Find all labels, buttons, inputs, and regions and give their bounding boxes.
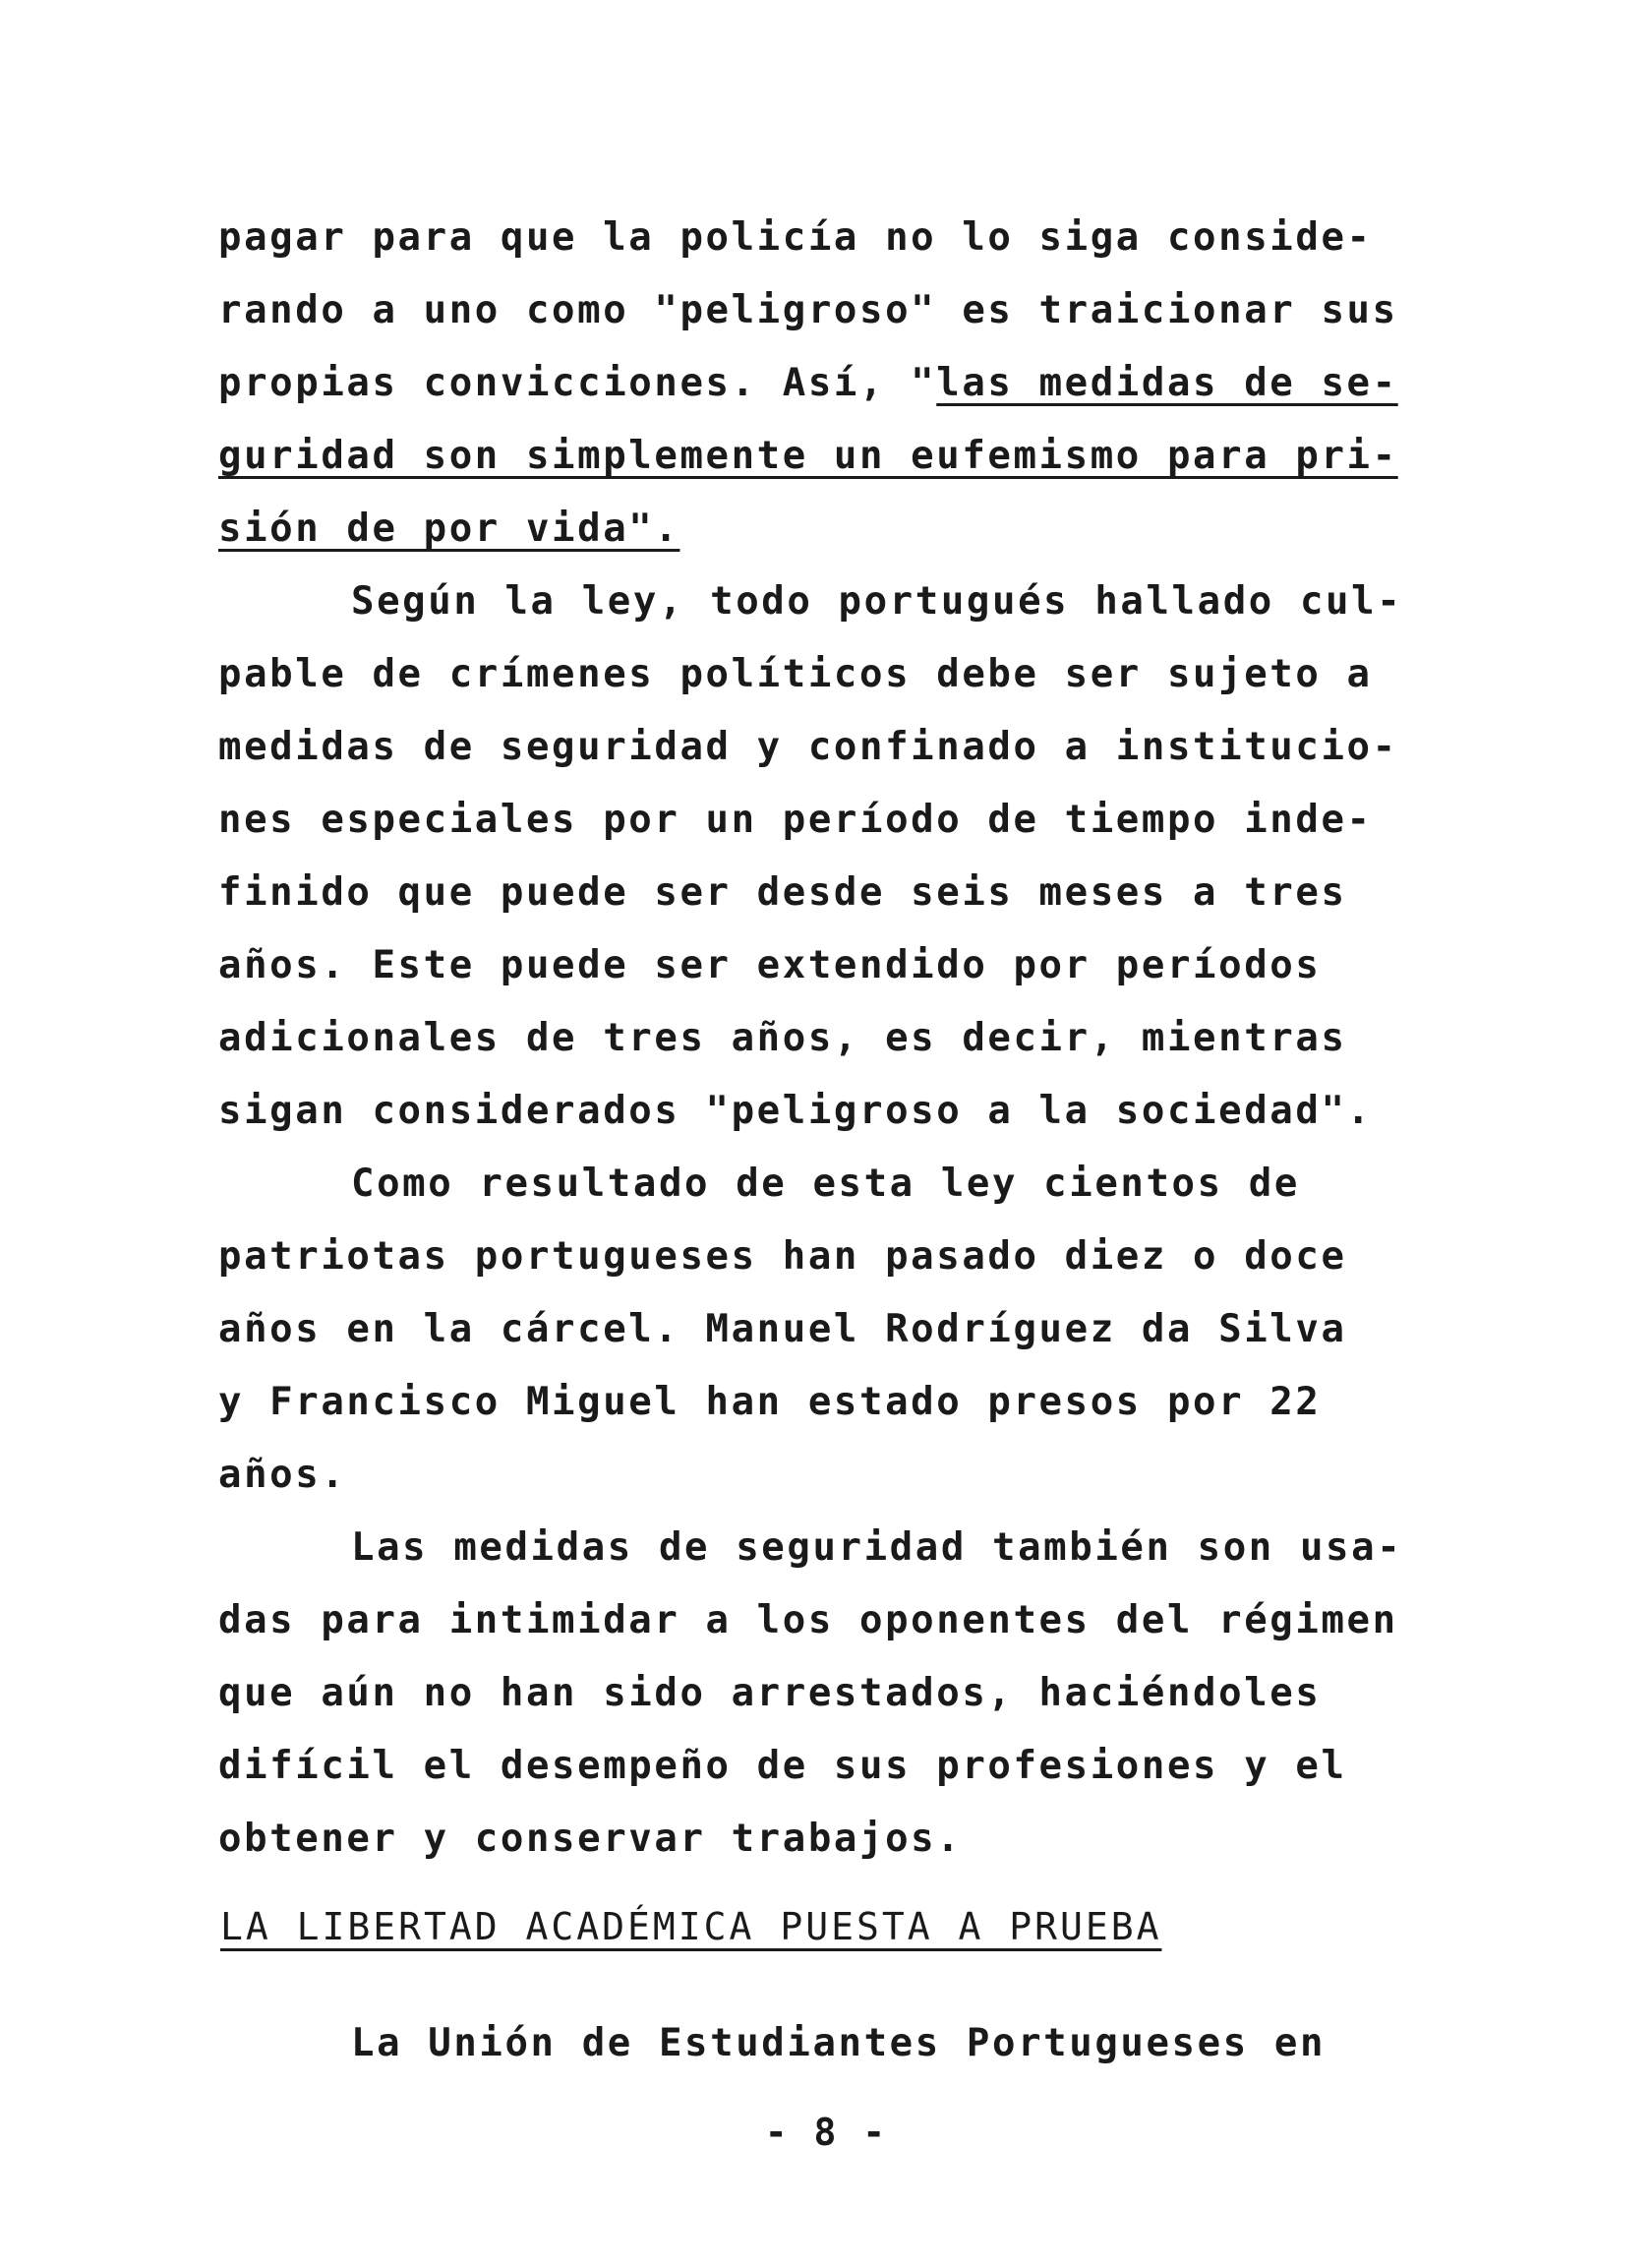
- text-line: nes especiales por un período de tiempo inde-: [218, 798, 1373, 842]
- text-line: finido que puede ser desde seis meses a tres: [218, 870, 1347, 915]
- text-line: obtener y conservar trabajos.: [218, 1817, 963, 1861]
- underlined-quote-line: guridad son simplemente un eufemismo para pri-: [218, 434, 1398, 478]
- text-line: adicionales de tres años, es decir, mientras: [218, 1016, 1347, 1060]
- text-line: difícil el desempeño de sus profesiones y el: [218, 1744, 1347, 1788]
- text-line: medidas de seguridad y confinado a institucio-: [218, 725, 1398, 769]
- text-line: sigan considerados "peligroso a la sociedad".: [218, 1089, 1373, 1133]
- text-line: años.: [218, 1453, 347, 1497]
- page-number: - 8 -: [764, 2111, 888, 2154]
- text-line: y Francisco Miguel han estado presos por 22: [218, 1380, 1322, 1424]
- text-line: rando a uno como "peligroso" es traicionar sus: [218, 288, 1398, 332]
- text-line: das para intimidar a los oponentes del régimen: [218, 1598, 1398, 1642]
- text-line: Como resultado de esta ley cientos de: [351, 1162, 1300, 1206]
- underlined-quote: las medidas de se-: [936, 361, 1398, 405]
- text-segment: propias convicciones. Así, ": [218, 361, 937, 405]
- text-line: Según la ley, todo portugués hallado cul-: [351, 579, 1403, 624]
- text-line: años. Este puede ser extendido por períodos: [218, 943, 1322, 987]
- text-line: que aún no han sido arrestados, haciéndoles: [218, 1671, 1322, 1715]
- text-line: años en la cárcel. Manuel Rodríguez da Silva: [218, 1307, 1347, 1351]
- underlined-quote-line: sión de por vida".: [218, 507, 680, 551]
- text-line: [218, 361, 1398, 405]
- text-line: pable de crímenes políticos debe ser sujeto a: [218, 652, 1373, 696]
- text-line: Las medidas de seguridad también son usa-: [351, 1525, 1403, 1570]
- text-line: pagar para que la policía no lo siga conside-: [218, 215, 1373, 260]
- section-heading: LA LIBERTAD ACADÉMICA PUESTA A PRUEBA: [220, 1905, 1162, 1948]
- text-line: patriotas portugueses han pasado diez o doce: [218, 1234, 1347, 1279]
- text-line: La Unión de Estudiantes Portugueses en: [351, 2021, 1327, 2065]
